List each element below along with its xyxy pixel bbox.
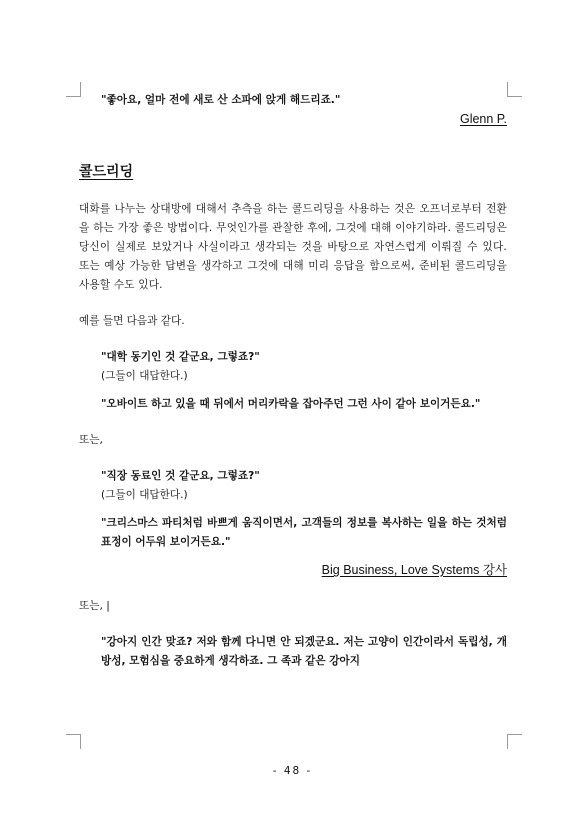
body-paragraph: 대화를 나누는 상대방에 대해서 추측을 하는 콜드리딩을 사용하는 것은 오프너로부터 전환을 하는 가장 좋은 방법이다. 무엇인가를 관찰한 후에, 그것에 대해 이야기하라. 콜드리딩은 당신이 실제로 보았거나 사실이라고 생각되는 것을 바탕으로 자연스럽게 이뤄질 수 있다. 또는 예상 가능한 답변을 생각하고 그것에 대해 미리 응답을 함으로써, 준비된 콜드리딩을 사용할 수도 있다. <box>79 203 507 291</box>
quote: "직장 동료인 것 같군요, 그렇죠?" <box>101 470 260 482</box>
quote: "좋아요, 얼마 전에 새로 산 소파에 앉게 해드리죠." <box>101 94 341 106</box>
quote: "대학 동기인 것 같군요, 그렇죠?" <box>101 351 260 363</box>
page-body <box>79 91 507 671</box>
quote: "크리스마스 파티처럼 바쁘게 움직이면서, 고객들의 정보를 복사하는 일을 하는 것처럼 표정이 어두워 보이거든요." <box>101 517 507 548</box>
crop-mark-top-right <box>507 82 522 97</box>
stage-note: (그들이 대답한다.) <box>101 370 188 382</box>
section-heading: 콜드리딩 <box>79 164 134 180</box>
crop-mark-bottom-right <box>507 734 522 749</box>
page-number: - 48 - <box>272 765 313 777</box>
example-intro: 예를 들면 다음과 같다. <box>79 315 185 327</box>
attribution: Glenn P. <box>459 112 507 126</box>
quote: "오바이트 하고 있을 때 뒤에서 머리카락을 잡아주던 그런 사이 같아 보이거든요." <box>101 398 481 410</box>
quote: "강아지 인간 맞죠? 저와 함께 다니면 안 되겠군요. 저는 고양이 인간이라서 독립성, 개방성, 모험심을 중요하게 생각하죠. 그 족과 같은 강아지 <box>101 636 507 667</box>
stage-note: (그들이 대답한다.) <box>101 489 188 501</box>
crop-mark-bottom-left <box>66 734 81 749</box>
attribution: Big Business, Love Systems 강사 <box>321 563 507 577</box>
connector-text: 또는, | <box>79 600 110 612</box>
connector-text: 또는, <box>79 434 103 446</box>
